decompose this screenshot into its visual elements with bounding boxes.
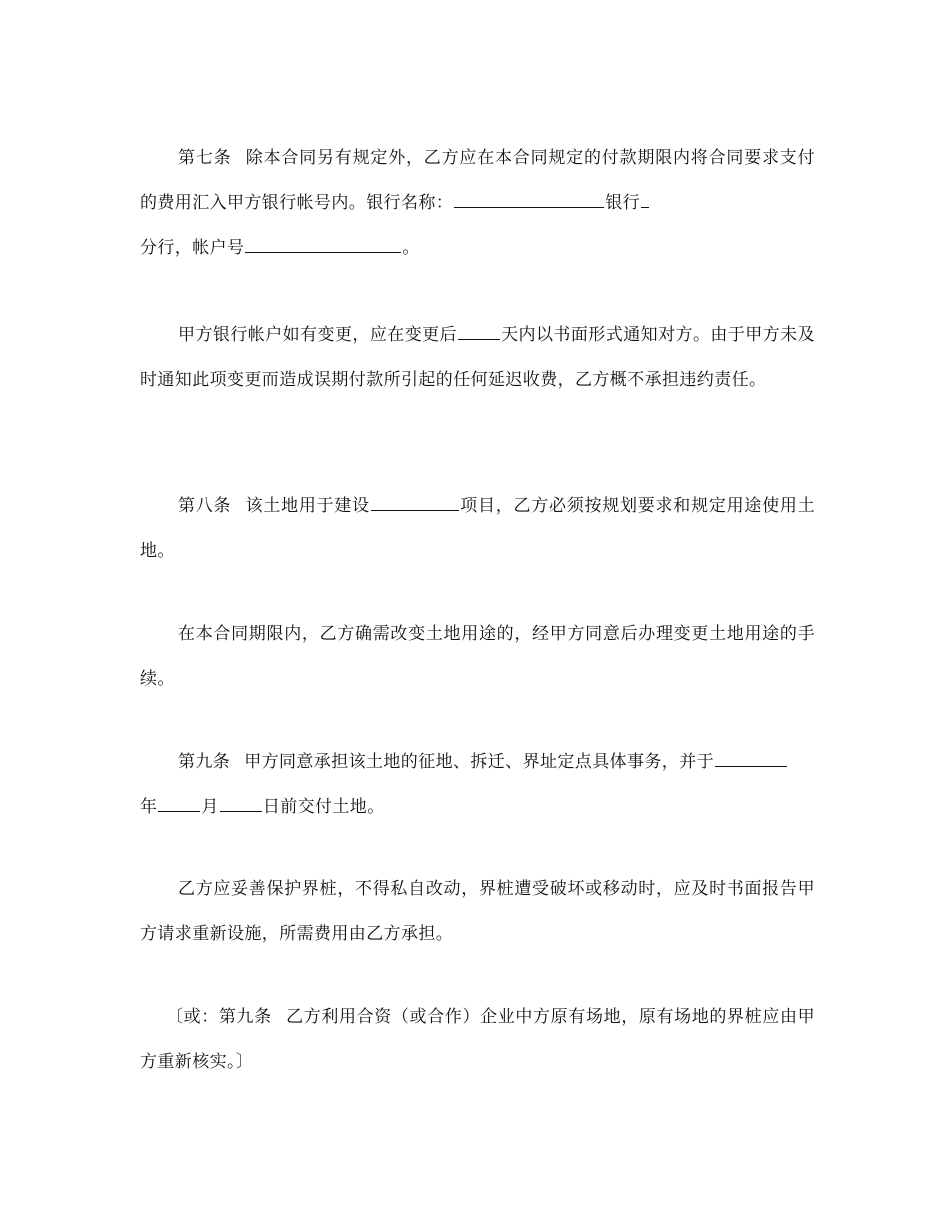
article-8-change-paragraph [140, 612, 815, 702]
article-9-boundary-text: 乙方应妥善保护界桩，不得私自改动，界桩遭受破坏或移动时，应及时书面报告甲方请求重新设施，所需费用由乙方承担。 [140, 879, 815, 944]
article-9-heading: 第九条 [178, 752, 231, 772]
article-9-text-b: 年 [140, 797, 158, 817]
article-7-change-paragraph [140, 313, 815, 403]
article-9-text-a: 甲方同意承担该土地的征地、拆迁、界址定点具体事务，并于 [244, 752, 715, 772]
article-8-text-b: 项目，乙方必须按规划要求和规定用途使用土地。 [140, 496, 815, 561]
article-7-line3 [102, 226, 420, 271]
article-8-paragraph [140, 484, 815, 574]
article-7-change-text-a: 甲方银行帐户如有变更，应在变更后 [178, 325, 458, 345]
article-8-change-text: 在本合同期限内，乙方确需改变土地用途的，经甲方同意后办理变更土地用途的手续。 [140, 624, 815, 689]
article-7-paragraph [140, 136, 815, 271]
account-number-blank [245, 234, 401, 253]
article-9-alt-text: 乙方利用合资（或合作）企业中方原有场地，原有场地的界桩应由甲方重新核实。〕 [140, 1007, 816, 1072]
article-7-heading: 第七条 [178, 148, 232, 168]
article-8-text-a: 该土地用于建设 [245, 496, 370, 516]
notice-days-blank [458, 321, 500, 340]
bank-branch-blank [641, 189, 649, 208]
article-9-text-c: 月 [201, 797, 219, 817]
article-7-text-d: 。 [402, 238, 420, 258]
article-9-boundary-paragraph [140, 867, 815, 957]
bank-name-blank [454, 189, 604, 208]
article-7-change-text-b: 天内以书面形式通知对方。由于甲方未及时通知此项变更而造成误期付款所引起的任何延迟收费，乙方概不承担违约责任。 [140, 325, 815, 390]
article-9-alternative-paragraph [140, 995, 815, 1085]
delivery-month-blank [158, 793, 200, 812]
article-9-alt-heading: 第九条 [218, 1007, 272, 1027]
delivery-day-blank [220, 793, 262, 812]
article-7-text-a: 除本合同另有规定外，乙方应在本合同规定的付款期限内将合同要求支付的费用汇入甲方银行帐号内。银行名称： [140, 148, 815, 213]
project-name-blank [371, 492, 459, 511]
article-7-text-b: 银行 [605, 193, 641, 213]
article-9-text-d: 日前交付土地。 [262, 797, 385, 817]
delivery-year-blank [715, 748, 787, 767]
article-8-heading: 第八条 [178, 496, 232, 516]
article-9-line2 [102, 785, 385, 830]
article-7-text-c: 分行，帐户号 [140, 238, 245, 258]
article-9-paragraph [140, 740, 815, 830]
article-9-alt-open: 〔或： [166, 1007, 219, 1027]
